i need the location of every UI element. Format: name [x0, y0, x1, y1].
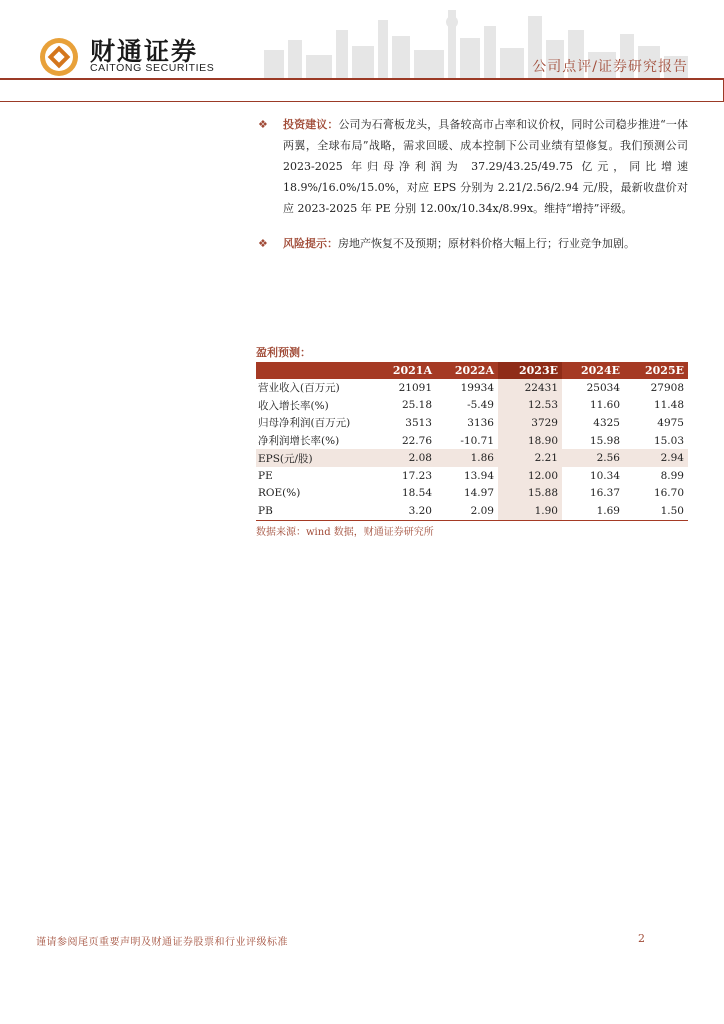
table-cell: 13.94: [463, 469, 494, 482]
table-row: [256, 414, 688, 432]
logo-chinese-name: 财通证券: [90, 37, 199, 66]
risk-warning-text: 房地产恢复不及预期；原材料价格大幅上行；行业竞争加剧。: [338, 237, 635, 250]
table-header-cell: 2023E: [498, 362, 562, 379]
table-cell: ROE(%): [258, 487, 301, 500]
disclaimer-note: 谨请参阅尾页重要声明及财通证券股票和行业评级标准: [36, 937, 288, 948]
table-cell: 18.54: [401, 487, 432, 500]
table-cell: 11.60: [589, 399, 620, 412]
table-cell: 1.69: [562, 502, 624, 520]
page-header: [0, 0, 724, 104]
investment-advice-text: 公司为石膏板龙头，具备较高市占率和议价权，同时公司稳步推进“一体两翼，全球布局”战略，需求回暖、成本控制下公司业绩有望修复。我们预测公司 2023-2025 年归母净利润为 37.29/43.25/49.75 亿元，同比增速 18.9%/16.0%/15.0%，对应 EPS 分别为 2.21/2.56/2.94 元/股，最新收盘价对应 2023-2025 年 PE 分别 12.00x/10.34x/8.99x。维持“增持”评级。: [283, 118, 688, 215]
table-cell: 1.90: [498, 502, 562, 520]
table-cell: 19934: [460, 381, 494, 394]
table-row: [256, 502, 688, 520]
table-cell: 2.08: [374, 449, 436, 467]
page-number: 2: [638, 932, 645, 945]
table-cell: EPS(元/股): [256, 449, 374, 467]
logo-english-name: CAITONG SECURITIES: [90, 62, 215, 74]
table-header-cell: [256, 362, 374, 379]
diamond-bullet-icon: ❖: [258, 237, 268, 250]
table-cell: 营业收入(百万元): [258, 382, 340, 395]
forecast-table-title: 盈利预测：: [256, 346, 311, 359]
main-content: [256, 114, 688, 254]
caitong-logo-icon: [38, 36, 80, 78]
table-cell: -5.49: [467, 399, 494, 412]
table-row: [256, 467, 688, 485]
table-header-cell: 2024E: [562, 362, 624, 379]
table-cell: 1.86: [436, 449, 498, 467]
table-cell: 15.03: [653, 434, 684, 447]
table-cell: 8.99: [660, 469, 684, 482]
table-row: [256, 379, 688, 397]
risk-warning-label: 风险提示：: [283, 237, 338, 250]
table-cell: 15.98: [589, 434, 620, 447]
header-rule-top: [0, 78, 724, 80]
table-cell: 18.90: [498, 432, 562, 450]
table-cell: 3729: [498, 414, 562, 432]
table-cell: 14.97: [463, 487, 494, 500]
header-rule-bottom: [0, 101, 724, 102]
table-header-row: [256, 362, 688, 379]
table-cell: 12.53: [498, 397, 562, 415]
table-cell: 22431: [498, 379, 562, 397]
table-cell: 16.37: [589, 487, 620, 500]
table-cell: 10.34: [589, 469, 620, 482]
table-cell: 1.50: [624, 502, 688, 520]
risk-warning-paragraph: [256, 233, 688, 254]
diamond-bullet-icon: ❖: [258, 118, 268, 131]
table-cell: 22.76: [401, 434, 432, 447]
table-cell: 2.56: [562, 449, 624, 467]
table-cell: 11.48: [653, 399, 684, 412]
table-cell: 4325: [593, 416, 620, 429]
table-cell: 25034: [586, 381, 620, 394]
table-cell: 16.70: [653, 487, 684, 500]
table-cell: 归母净利润(百万元): [258, 417, 351, 430]
table-header-cell: 2025E: [624, 362, 688, 379]
investment-advice-label: 投资建议：: [283, 118, 339, 131]
table-cell: 2.09: [436, 502, 498, 520]
table-row: [256, 449, 688, 467]
table-cell: 2.94: [624, 449, 688, 467]
table-header-cell: 2022A: [436, 362, 498, 379]
table-cell: 4975: [657, 416, 684, 429]
report-type: 公司点评/证券研究报告: [532, 59, 688, 75]
table-cell: 3513: [405, 416, 432, 429]
table-cell: 净利润增长率(%): [258, 435, 340, 448]
table-cell: 27908: [650, 381, 684, 394]
table-cell: 12.00: [498, 467, 562, 485]
investment-advice-paragraph: [256, 114, 688, 219]
table-cell: 17.23: [401, 469, 432, 482]
table-source-note: 数据来源：wind 数据，财通证券研究所: [256, 527, 434, 538]
table-row: [256, 485, 688, 503]
table-cell: 25.18: [401, 399, 432, 412]
table-cell: 21091: [398, 381, 432, 394]
table-cell: 3136: [467, 416, 494, 429]
table-header-cell: 2021A: [374, 362, 436, 379]
table-cell: PE: [258, 469, 273, 482]
table-cell: -10.71: [460, 434, 494, 447]
table-row: [256, 397, 688, 415]
table-cell: 2.21: [498, 449, 562, 467]
table-cell: 3.20: [374, 502, 436, 520]
earnings-forecast-table: [256, 362, 688, 521]
table-cell: PB: [256, 502, 374, 520]
table-cell: 15.88: [498, 485, 562, 503]
table-cell: 收入增长率(%): [258, 399, 329, 412]
table-row: [256, 432, 688, 450]
